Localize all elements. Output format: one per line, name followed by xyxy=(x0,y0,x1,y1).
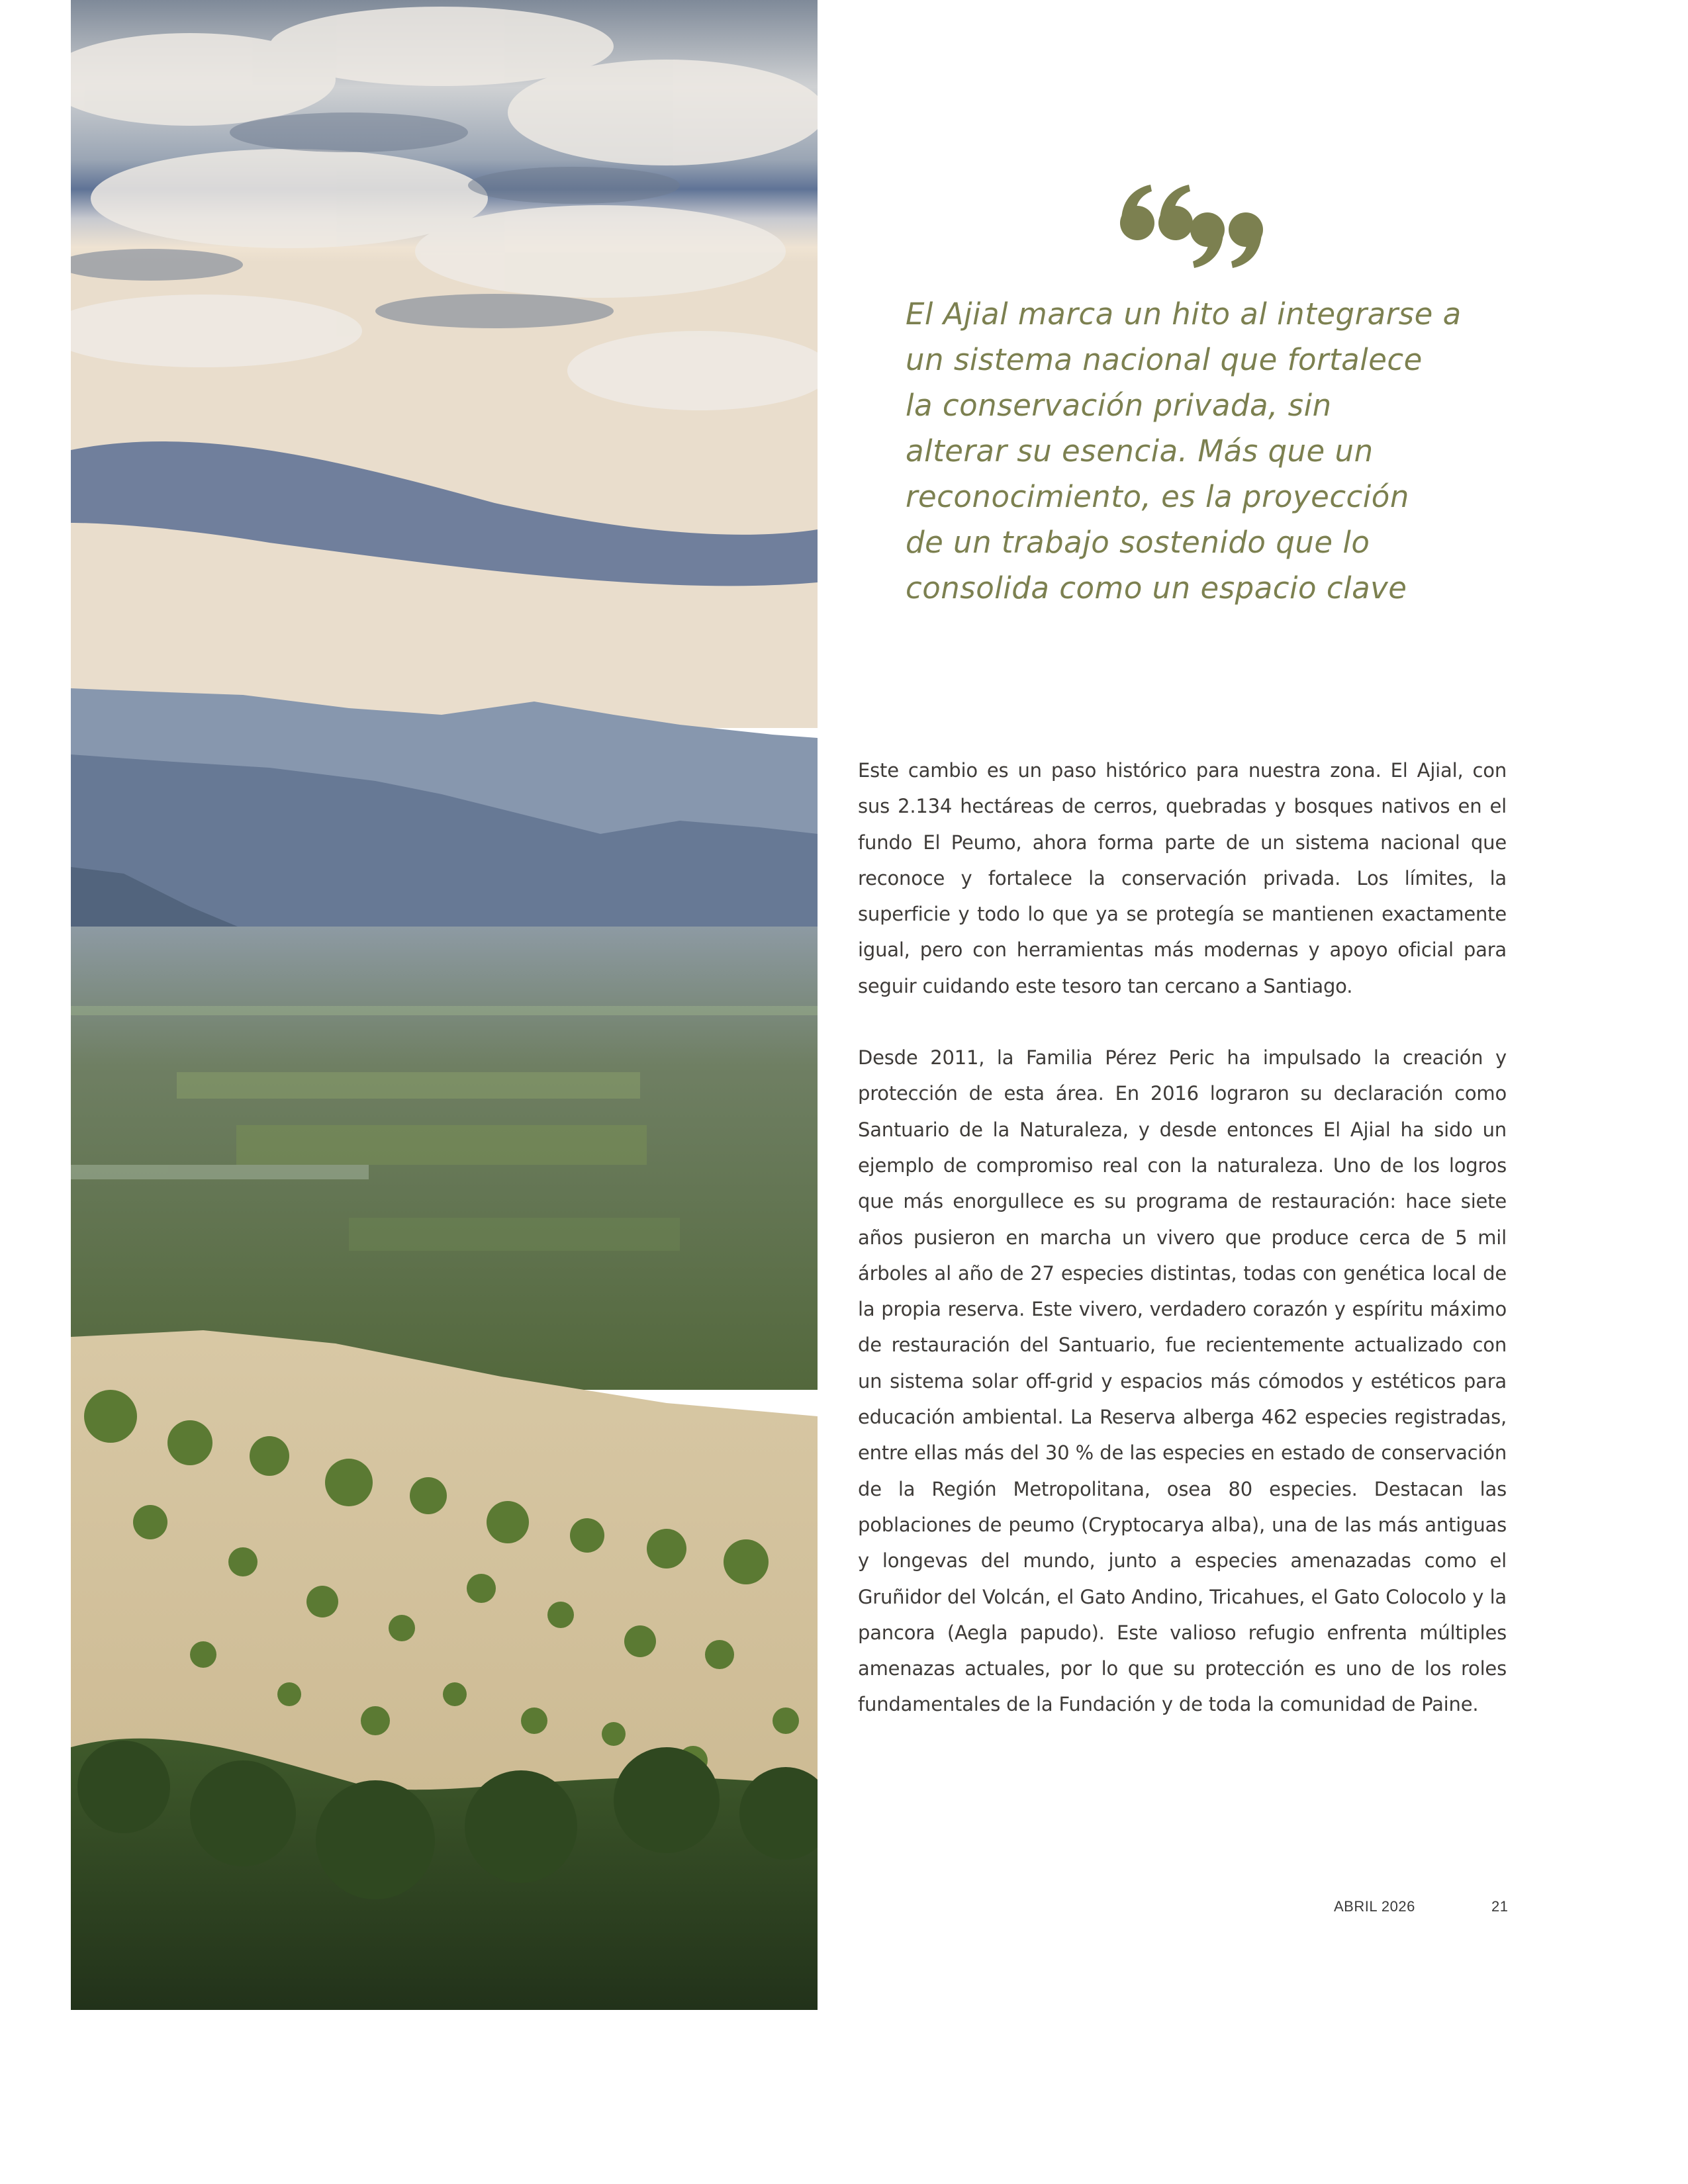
article-body xyxy=(858,752,1507,1758)
pullquote xyxy=(906,291,1501,611)
article-paragraph: Este cambio es un paso histórico para nuestra zona. El Ajial, con sus 2.134 hectáreas de cerros, quebradas y bosques nativos en el fundo El Peumo, ahora forma parte de un sistema nacional que reconoce y fortalece la conservación privada. Los límites, la superficie y todo lo que ya se protegía se mantienen exactamente igual, pero con herramientas más modernas y apoyo oficial para seguir cuidando este tesoro tan cercano a Santiago. xyxy=(858,759,1507,997)
pullquote-line: El Ajial marca un hito al integrarse a xyxy=(906,296,1462,332)
pullquote-line: reconocimiento, es la proyección xyxy=(906,479,1409,514)
landscape-illustration xyxy=(71,0,818,2010)
pullquote-line: la conservación privada, sin xyxy=(906,388,1332,423)
pullquote-line: alterar su esencia. Más que un xyxy=(906,433,1374,469)
article-paragraph: Desde 2011, la Familia Pérez Peric ha impulsado la creación y protección de esta área. En 2016 lograron su declaración como Santuario de la Naturaleza, y desde entonces El Ajial ha sido un ejemplo de compromiso real con la naturaleza. Uno de los logros que más enorgullece es su programa de restauración: hace siete años pusieron en marcha un vivero que produce cerca de 5 mil árboles al año de 27 especies distintas, todas con genética local de la propia reserva. Este vivero, verdadero corazón y espíritu máximo de restauración del Santuario, fue recientemente actualizado con un sistema solar off-grid y espacios más cómodos y estéticos para educación ambiental. La Reserva alberga 462 especies registradas, entre ellas más del 30 % de las especies en estado de conservación de la Región Metropolitana, osea 80 especies. Destacan las poblaciones de peumo (Cryptocarya alba), una de las más antiguas y longevas del mundo, junto a especies amenazadas como el Gruñidor del Volcán, el Gato Andino, Tricahues, el Gato Colocolo y la pancora (Aegla papudo). Este valioso refugio enfrenta múltiples amenazas actuales, por lo que su protección es uno de los roles fundamentales de la Fundación y de toda la comunidad de Paine. xyxy=(858,1046,1507,1716)
pullquote-line: un sistema nacional que fortalece xyxy=(906,342,1423,377)
pullquote-line: de un trabajo sostenido que lo xyxy=(906,525,1370,560)
quotation-marks-icon xyxy=(1112,182,1271,275)
page-number: 21 xyxy=(1491,1898,1509,1915)
pullquote-line: consolida como un espacio clave xyxy=(906,570,1407,606)
landscape-photo xyxy=(71,0,818,2010)
folio-month: ABRIL 2026 xyxy=(1334,1898,1415,1915)
